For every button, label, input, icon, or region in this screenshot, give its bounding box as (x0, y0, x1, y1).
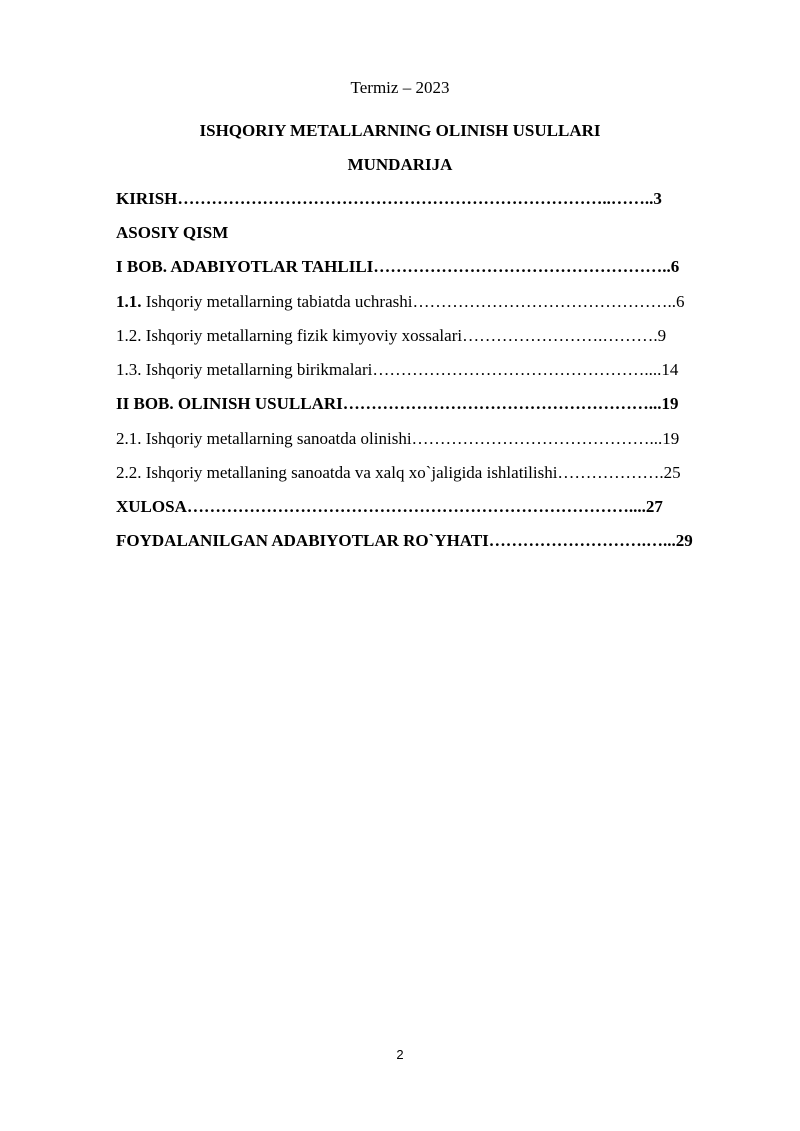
toc-entry-1-1 (116, 292, 684, 312)
place-year: Termiz – 2023 (350, 78, 450, 97)
document-title: ISHQORIY METALLARNING OLINISH USULLARI (199, 121, 601, 140)
toc-entry-xulosa: XULOSA……………………………………………………………………....27 (116, 497, 663, 516)
toc-entry-1-1-number: 1.1. (116, 292, 142, 311)
toc-entry-2-2: 2.2. Ishqoriy metallaning sanoatda va xalq xo`jaligida ishlatilishi……………….25 (116, 463, 681, 482)
toc-entry-chapter-1: I BOB. ADABIYOTLAR TAHLILI……………………………………………..6 (116, 257, 680, 276)
toc-entry-references: FOYDALANILGAN ADABIYOTLAR RO`YHATI……………………….…...29 (116, 531, 693, 550)
toc-entry-1-2: 1.2. Ishqoriy metallarning fizik kimyoviy xossalari…………………….……….9 (116, 326, 667, 345)
toc-entry-1-1-text: Ishqoriy metallarning tabiatda uchrashi………………………………………..6 (141, 292, 685, 311)
toc-entry-2-1: 2.1. Ishqoriy metallarning sanoatda olinishi……………………………………...19 (116, 429, 680, 448)
contents-heading: MUNDARIJA (347, 155, 453, 174)
toc-entry-1-3: 1.3. Ishqoriy metallarning birikmalari…………………………………………....14 (116, 360, 679, 379)
toc-entry-asosiy-qism: ASOSIY QISM (116, 223, 229, 242)
toc-entry-kirish: KIRISH…………………………………………………………………..……..3 (116, 189, 662, 208)
toc-entry-chapter-2: II BOB. OLINISH USULLARI………………………………………………...19 (116, 394, 679, 413)
page-number: 2 (396, 1047, 404, 1062)
